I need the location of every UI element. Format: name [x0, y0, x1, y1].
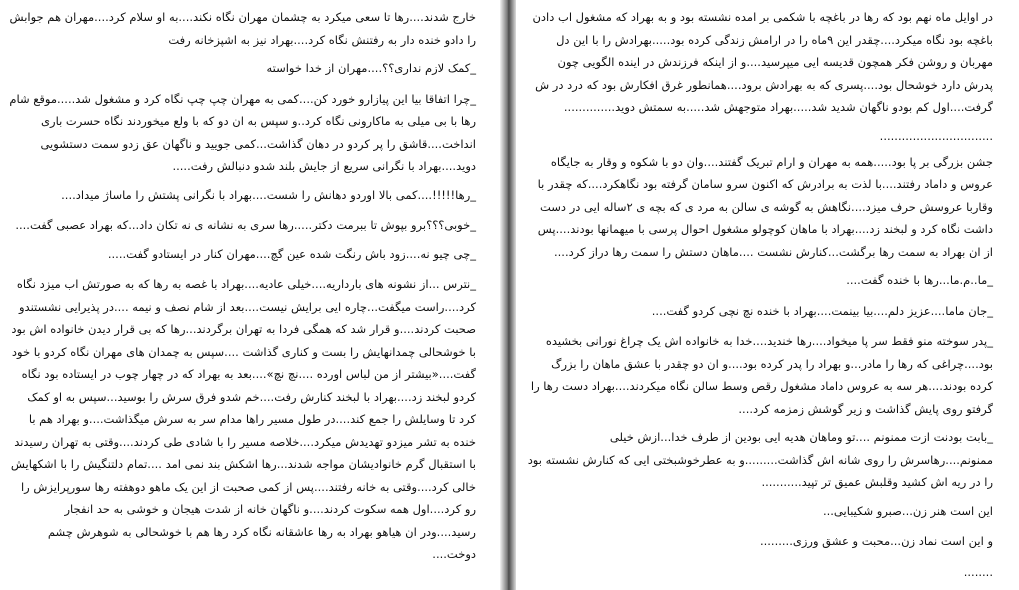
left-page	[0, 0, 498, 590]
paragraph: این است هنر زن...صبرو شکیبایی...	[822, 503, 993, 518]
paragraph: _رها!!!!!....کمی بالا اوردو دهانش را شست....بهراد با نگرانی پشتش را ماساژ میداد....	[61, 187, 476, 202]
paragraph: _بابت بودنت ازت ممنونم ....تو وماهان هدیه ایی بودین از طرف خدا...ازش خیلی ممنونم....رهاسرش را روی شانه اش گذاشت.........و به عطرخوشبختی ایی که کنارش نشسته بود را در ریه اش کشید وقلبش عمیق تر تپید...........	[527, 430, 993, 489]
paragraph: _جان ماما....عزیز دلم....بیا بینمت....بهراد با خنده نچ نچی کردو گفت....	[651, 303, 993, 318]
paragraph: در اوایل ماه نهم بود که رها در باغچه با شکمی بر امده نشسته بود و به بهراد که مشغول اب دادن باغچه بود نگاه میکرد....چقدر این ۹ماه را در ارامش زندگی کرده بود.....بهرادش را با این دل مهربان و روشن فکر همچون قدیسه ایی میپرسید....و از اینکه فرزندش در اینده الگویی چون پدرش دارد خوشحال بود....پسری که به بهرادش برود....همانطور غرق افکارش بود که درد در ش گرفت....اول کم بودو ناگهان شدید شد.....بهراد متوجهش شد.....به سمتش دوید..............	[532, 10, 993, 114]
book-gutter	[500, 0, 516, 590]
paragraph: و این است نماد زن...محبت و عشق ورزی.........	[759, 534, 993, 548]
paragraph: _کمک لازم نداری؟؟....مهران از خدا خواسته	[266, 61, 476, 75]
paragraph: خارج شدند....رها تا سعی میکرد به چشمان مهران نگاه نکند....به او سلام کرد....مهران هم جوابش را دادو خنده دار به رفتنش نگاه کرد....بهراد نیز به اشپزخانه رفت	[9, 10, 476, 47]
paragraph: _چرا اتفاقا بیا این پیازارو خورد کن....کمی به مهران چپ چپ نگاه کرد و مشغول شد.....موقع شام رها با بی میلی به ماکارونی نگاه کرد..و سپس به ان دو که با ولع میخوردند نگاه حسرت باری انداخت....قاشق را پر کردو در دهان گذاشت...کمی جویید و ناگهان عق زدو سمت دستشویی دوید....بهراد با نگرانی سریع از جایش بلند شدو دنبالش رفت.....	[9, 91, 476, 173]
section-separator: ...............................	[879, 128, 993, 143]
paragraph: _چی چیو نه....زود باش رنگت شده عین گچ....مهران کنار در ایستادو گفت.....	[107, 246, 476, 261]
paragraph: جشن بزرگی بر پا بود.....همه به مهران و ارام تبریک گفتند....وان دو با شکوه و وقار به جایگاه عروس و داماد رفتند....با لذت به برادرش که اکنون سرو سامان گرفته بود نگاهکرد....که چقدر با وقاربا عروسش حرف میزد....نگاهش به گوشه ی سالن به مرد ی که بچه ی ۲ساله ایی در دست داشت نگاه کرد و لبخند زد....بهراد با ماهان کوچولو مشغول احوال پرسی با میهمانها بودند....پس از ان بهراد به سمت رها برگشت...کنارش نشست ....ماهان دستش را سمت رها دراز کرد....	[537, 154, 993, 259]
right-page	[518, 0, 1019, 590]
paragraph: _نترس ...از نشونه های بارداریه....خیلی عادیه....بهراد با غصه به رها که به صورتش اب میزد نگاه کرد....راست میگفت...چاره ایی برایش نیست....بعد از شام نصف و نیمه ....در پذیرایی نشستندو صحبت کردند....و قرار شد که همگی فردا به تهران برگردند...رها که بی قرار دیدن خانواده اش بود با خوشحالی چمدانهایش را بست و کناری گذاشت ....سپس به چمدان های مهران نگاه کردو با خود گفت....«بیشتر از من لباس اورده ....نچ نچ»....بعد به بهراد که در چهار چوب در ایستاده بود نگاه کردو لبخند زد....بهراد با لبخند کنارش رفت....خم شدو فرق سرش را بوسید...سپس به او کمک کرد تا وسایلش را جمع کند....در طول مسیر راها مدام سر به سرش میگذاشت....و بهراد هم با خنده به تشر میزدو تهدیدش میکرد....خلاصه مسیر را با شادی طی کردند....وقتی به تهران رسیدند با استقبال گرم خانوادیشان مواجه شدند...رها اشکش بند نمی امد ....تمام دلتنگیش را با اشکهایش خالی کرد....وقتی به خانه رفتند....پس از کمی صحبت از این یک ماهو دوهفته رها سورپرایزش را رو کرد....اول همه سکوت کردند....و ناگهان خانه از شدت هیجان و خوشی به حد انفجار رسید....ودر ان هیاهو بهراد به رها عاشقانه نگاه کرد رها هم با خوشحالی به شوهرش چشم دوخت....	[10, 277, 476, 561]
paragraph: _خوبی؟؟؟برو بپوش تا ببرمت دکتر.....رها سری به نشانه ی نه تکان داد...که بهراد عصبی گفت....	[15, 218, 476, 232]
end-separator: ........	[963, 564, 993, 579]
paragraph: _ما..م.ما...رها با خنده گفت....	[846, 273, 993, 287]
paragraph: _پدر سوخته منو فقط سر پا میخواد....رها خندید....خدا به خانواده اش یک چراغ نورانی بخشیده بود....چراغی که رها را مادر...و بهراد را پدر کرده بود....و ان دو چقدر با عشق ماهان را بزرگ کرده بودند....هر سه به عروس داماد مشغول رقص وسط سالن نگاه میکردند....بهراد دست رها را گرفتو روی پایش گذاشت و زیر گوشش زمزمه کرد....	[530, 334, 993, 416]
